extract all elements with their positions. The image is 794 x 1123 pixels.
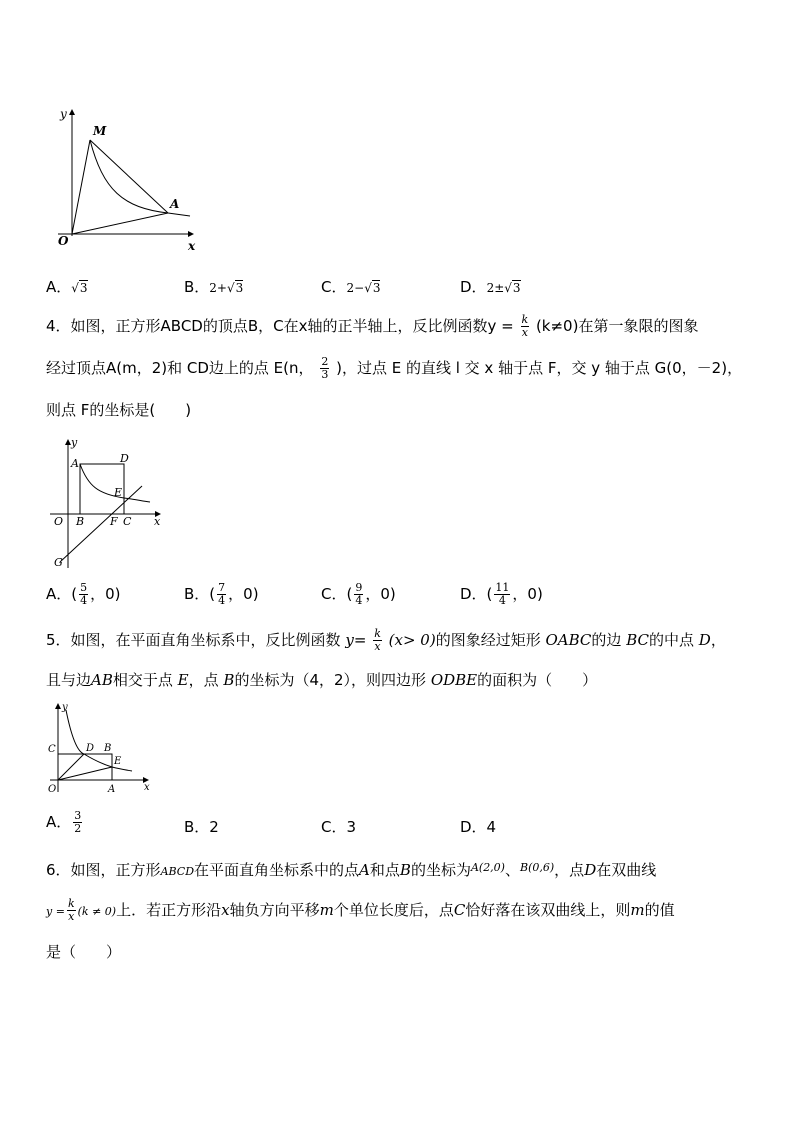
- q5-option-c[interactable]: C．3: [321, 818, 357, 836]
- q3-figure: [48, 100, 208, 260]
- q5-line2: 且与边AB相交于点 E，点 B的坐标为（4，2），则四边形 ODBE的面积为（ ）: [46, 671, 598, 689]
- label-f: F: [110, 515, 118, 528]
- label-a: A: [170, 197, 180, 211]
- q3-option-d[interactable]: D．2±√3: [460, 278, 521, 296]
- label-e: E: [114, 486, 123, 499]
- label-o: O: [48, 784, 57, 795]
- q4-line3: 则点 F的坐标是( ): [46, 401, 192, 419]
- q6-line1: 6．如图，正方形ABCD在平面直角坐标系中的点A和点B的坐标为$^{A(2,0)}$、$^{B(0,6)}$，点D在双曲线: [46, 861, 657, 879]
- q5-figure: [44, 700, 158, 800]
- label-c: C: [48, 744, 56, 755]
- label-a: A: [108, 784, 116, 795]
- label-x: x: [154, 515, 161, 528]
- q4-line2: 经过顶点A(m，2)和 CD边上的点 E(n， $\frac{2}{3}$ )，过点 E 的直线 l 交 x 轴于点 F，交 y 轴于点 G(0，－2)，: [46, 355, 743, 381]
- q5-option-d[interactable]: D．4: [460, 818, 497, 836]
- label-y: y: [60, 107, 67, 121]
- label-c: C: [123, 515, 132, 528]
- label-d: D: [120, 452, 129, 465]
- q5-line1: 5．如图，在平面直角坐标系中，反比例函数 y= $\frac{k}{x}$ (x> 0)的图象经过矩形 OABC的边 BC的中点 D，: [46, 627, 726, 653]
- q6-line3: 是（ ）: [46, 943, 122, 961]
- q4-option-c[interactable]: C．( $\frac{9}{4}$ ，0): [321, 581, 396, 607]
- label-b: B: [104, 743, 112, 754]
- segment-om: [72, 140, 90, 234]
- label-d: D: [86, 743, 95, 754]
- segment-ax: [168, 213, 190, 216]
- q4-figure: [46, 436, 170, 570]
- q3-option-b[interactable]: B．2+√3: [184, 278, 244, 296]
- q6-line2: y = $\frac{k}{x}$ (k ≠ 0)上．若正方形沿x轴负方向平移m个单位长度后，点C恰好落在该双曲线上，则m的值: [46, 897, 675, 923]
- label-x: x: [144, 782, 150, 793]
- q3-option-c[interactable]: C．2−√3: [321, 278, 381, 296]
- label-g: G: [54, 556, 63, 569]
- q4-option-b[interactable]: B．( $\frac{7}{4}$ ，0): [184, 581, 259, 607]
- q4-option-d[interactable]: D．( $\frac{11}{4}$ ，0): [460, 581, 543, 607]
- label-y: y: [71, 436, 78, 449]
- label-o: O: [54, 515, 64, 528]
- rectangle-oabc: [58, 754, 112, 780]
- q4-option-a[interactable]: A．( $\frac{5}{4}$ ，0): [46, 581, 121, 607]
- label-y: y: [62, 702, 68, 713]
- label-x: x: [188, 239, 196, 253]
- q4-line1: 4．如图，正方形ABCD的顶点B，C在x轴的正半轴上，反比例函数y = $\frac{k}{x}$ (k≠0)在第一象限的图象: [46, 313, 699, 339]
- segment-od: [58, 754, 84, 780]
- label-b: B: [76, 515, 85, 528]
- label-e: E: [114, 756, 122, 767]
- label-m: M: [93, 124, 107, 138]
- segment-oa: [72, 213, 168, 234]
- label-o: O: [58, 234, 69, 248]
- segment-oe: [58, 767, 112, 780]
- q5-option-b[interactable]: B．2: [184, 818, 219, 836]
- q5-option-a[interactable]: A． $\frac{3}{2}$: [46, 809, 82, 835]
- label-a: A: [71, 457, 79, 470]
- q3-option-a[interactable]: A．√3: [46, 278, 88, 296]
